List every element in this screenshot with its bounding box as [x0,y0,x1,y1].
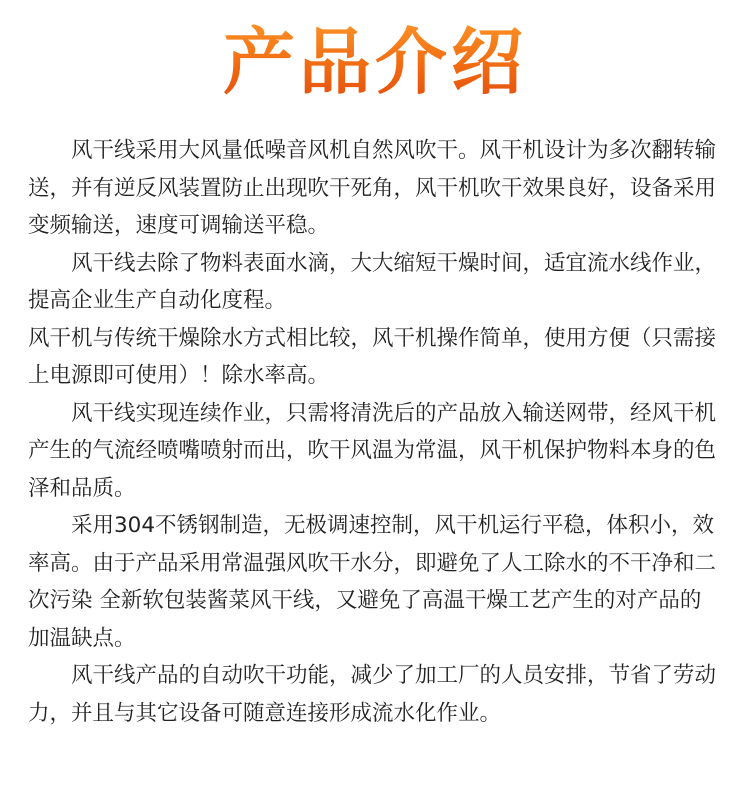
paragraph-stainless-steel: 采用304不锈钢制造，无极调速控制，风干机运行平稳，体积小，效率高。由于产品采用常温强风吹干水分，即避免了人工除水的不干净和二次污染 全新软包装酱菜风干线，又避免了高温干燥工艺产生的对产品的加温缺点。 [28,513,717,651]
paragraph-automation: 风干线产品的自动吹干功能，减少了加工厂的人员安排，节省了劳动力，并且与其它设备可随意连接形成流水化作业。 [28,663,717,726]
product-description [28,132,720,732]
page-title: 产品介绍 [0,12,750,112]
paragraph-drying-line-design: 风干线采用大风量低噪音风机自然风吹干。风干机设计为多次翻转输送，并有逆反风装置防止出现吹干死角，风干机吹干效果良好，设备采用变频输送，速度可调输送平稳。 [28,138,717,238]
paragraph-continuous-operation: 风干线实现连续作业，只需将清洗后的产品放入输送网带，经风干机产生的气流经喷嘴喷射而出，吹干风温为常温，风干机保护物料本身的色泽和品质。 [28,400,717,501]
paragraph-water-removal: 风干线去除了物料表面水滴，大大缩短干燥时间，适宜流水线作业，提高企业生产自动化度程。 [28,250,717,313]
paragraph-comparison: 风干机与传统干燥除水方式相比较，风干机操作简单，使用方便（只需接上电源即可使用）！除水率高。 [28,325,717,388]
